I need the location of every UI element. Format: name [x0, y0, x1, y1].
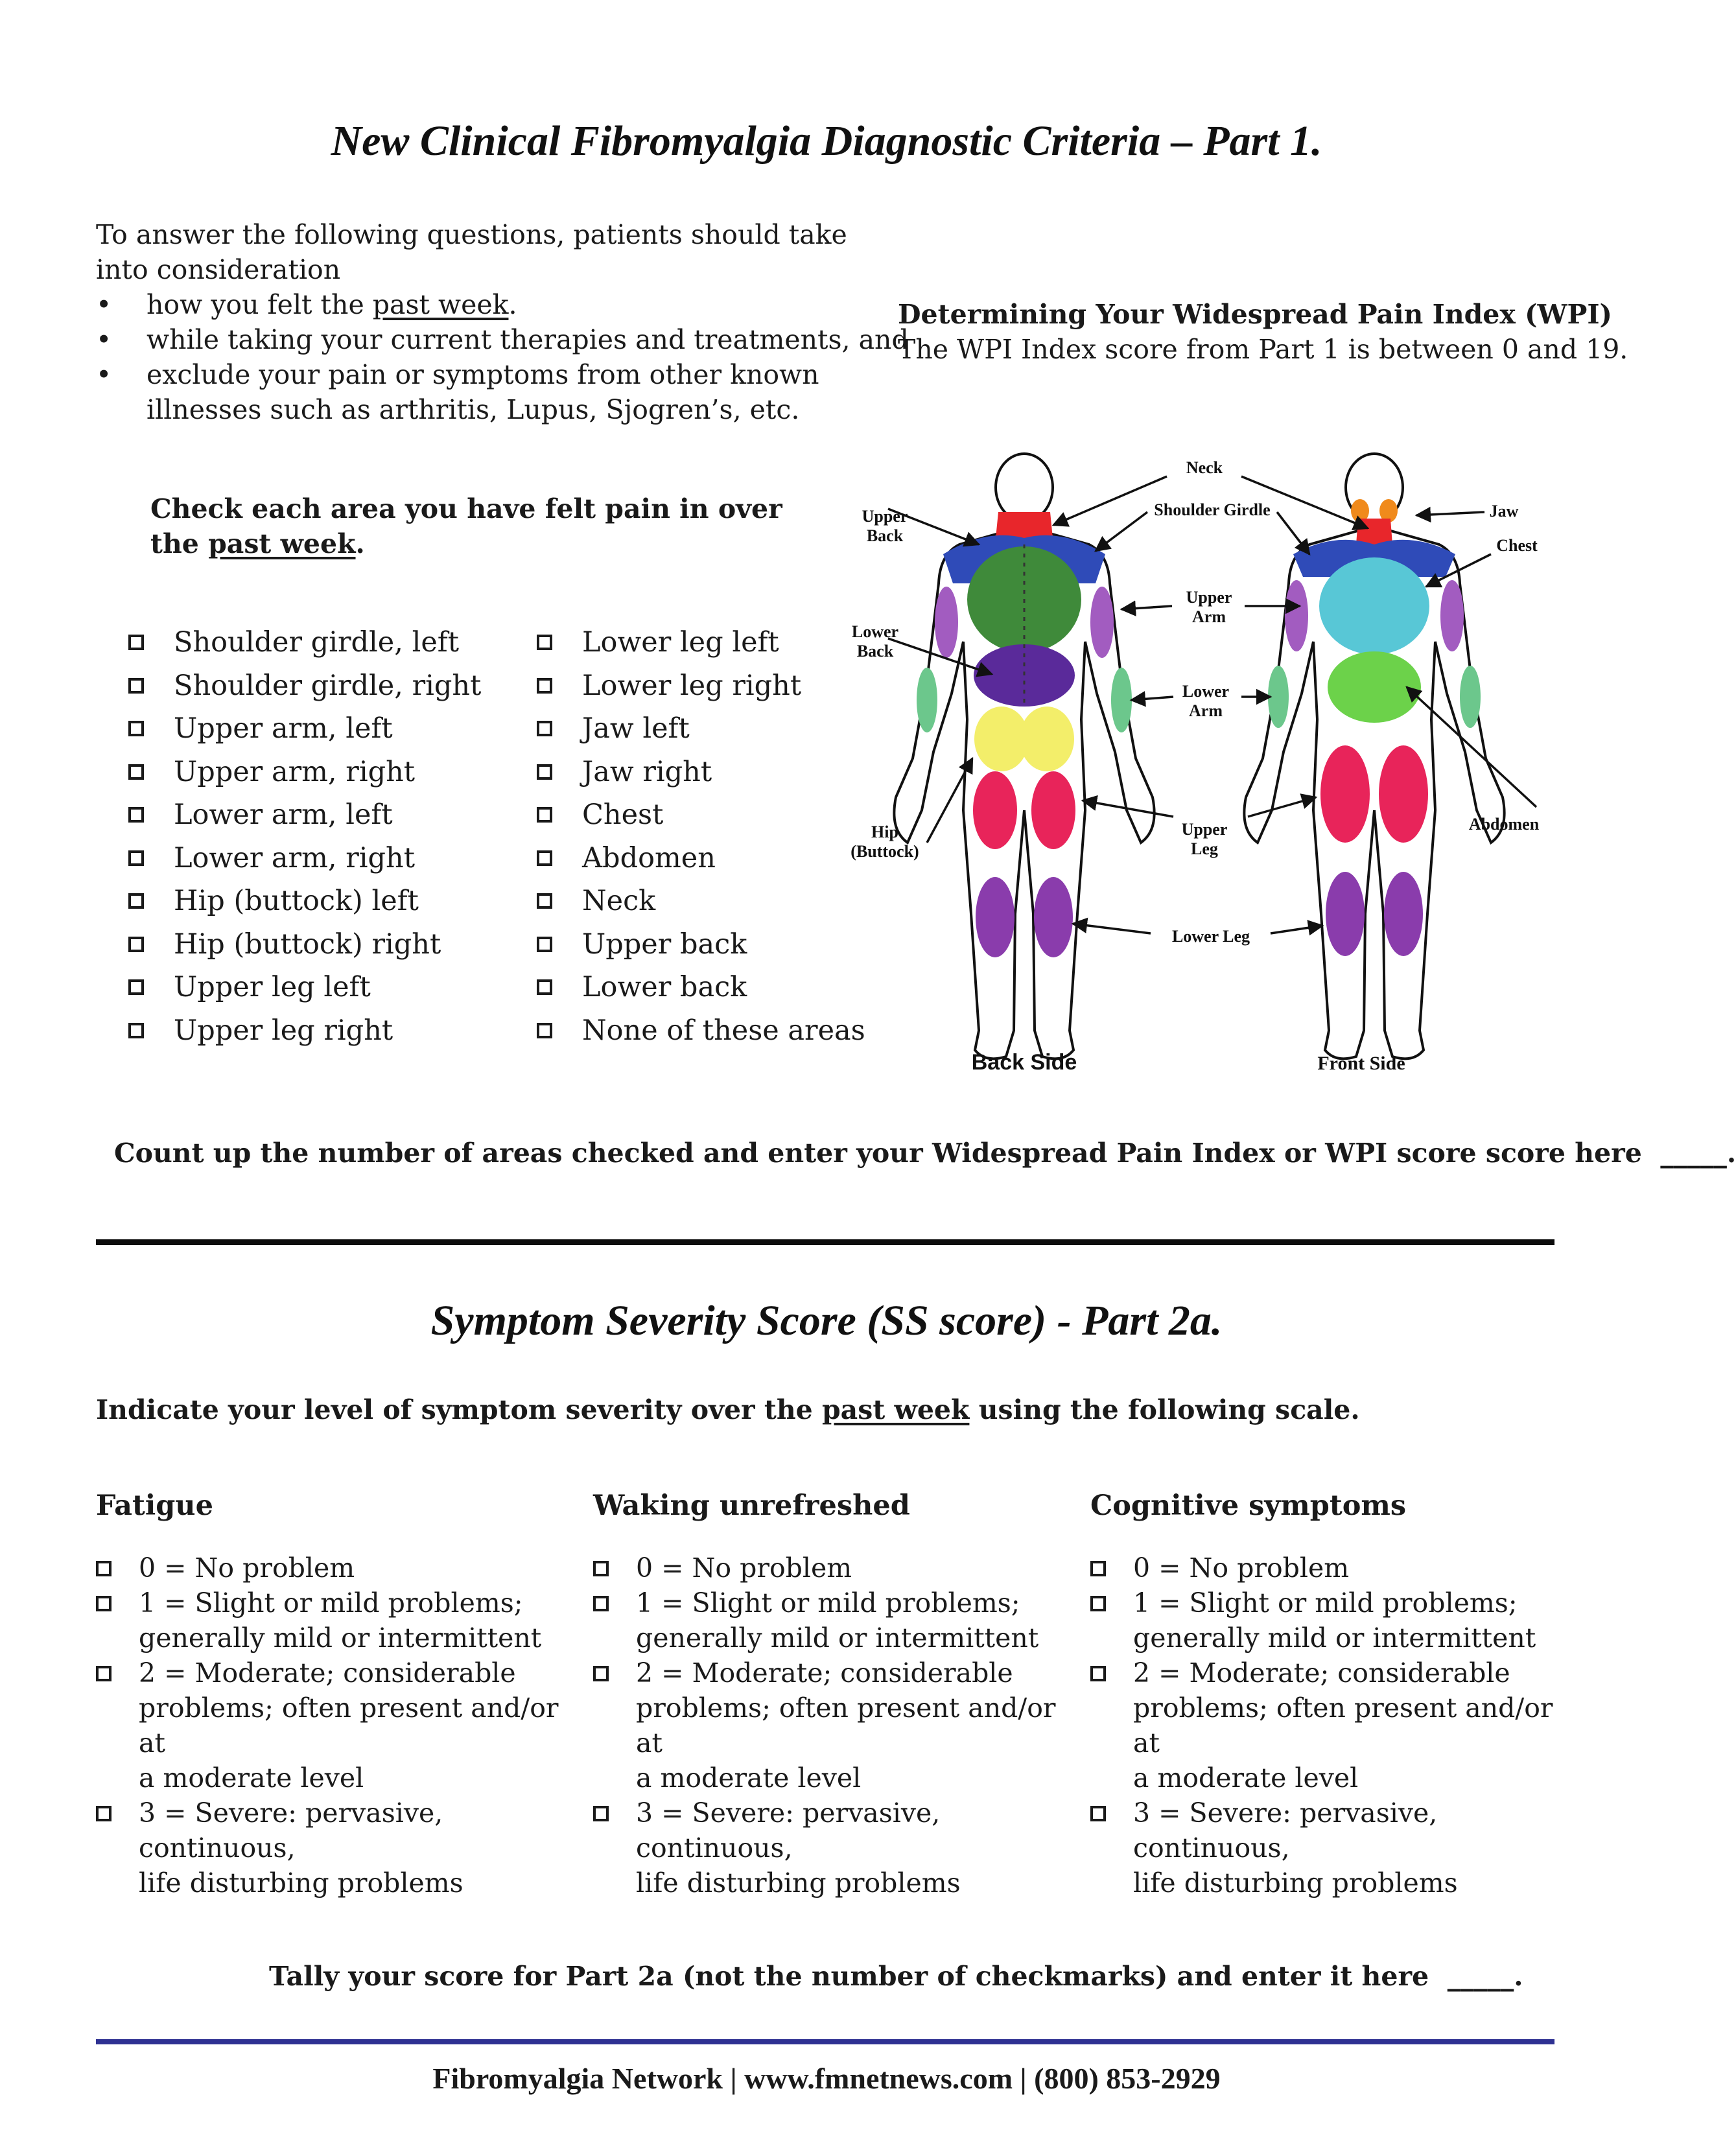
severity-option-label: 0 = No problem [636, 1552, 852, 1584]
region-lower-arm-left-back [917, 668, 937, 732]
pain-area-list-left [128, 621, 481, 1052]
pain-area-label: None of these areas [582, 1014, 865, 1047]
checkbox[interactable] [96, 1806, 111, 1821]
checkbox[interactable] [537, 850, 552, 866]
severity-option-label: 3 = Severe: pervasive, continuous, life disturbing problems [139, 1797, 463, 1899]
region-upper-arm-left-back [935, 587, 958, 658]
checkbox[interactable] [1090, 1596, 1106, 1611]
pain-area-label: Shoulder girdle, right [174, 669, 482, 702]
severity-column-fatigue [96, 1490, 563, 1900]
severity-heading: Fatigue [96, 1490, 213, 1522]
checkbox[interactable] [593, 1596, 609, 1611]
severity-option-label: 0 = No problem [139, 1552, 355, 1584]
intro-line: To answer the following questions, patients should take [96, 219, 847, 250]
severity-option [593, 1585, 1060, 1655]
pain-area-label: Neck [582, 885, 656, 918]
pain-area-label: Jaw right [582, 755, 712, 788]
label-upper-back: Upper [862, 507, 908, 526]
checkbox[interactable] [128, 937, 144, 952]
svg-text:Leg: Leg [1191, 839, 1218, 858]
severity-column-waking [593, 1490, 1060, 1900]
svg-text:Arm: Arm [1192, 607, 1226, 626]
pain-area-label: Hip (buttock) right [174, 928, 441, 961]
checkbox[interactable] [537, 678, 552, 694]
label-upper-arm: Upper [1186, 588, 1232, 607]
checkbox[interactable] [593, 1561, 609, 1576]
region-lower-leg-left-back [976, 877, 1015, 957]
intro-block [96, 217, 909, 427]
checkbox[interactable] [537, 764, 552, 780]
back-pain-regions [917, 512, 1132, 957]
pain-area-label: Jaw left [582, 712, 690, 745]
label-lower-leg: Lower Leg [1171, 927, 1250, 946]
check-heading: Check each area you have felt pain in over the past week. [150, 493, 782, 559]
severity-option [96, 1655, 563, 1795]
pain-area-option [128, 837, 481, 880]
wpi-count-instruction: Count up the number of areas checked and enter your Widespread Pain Index or WPI score score here _____. [114, 1138, 1736, 1169]
part1-title: New Clinical Fibromyalgia Diagnostic Criteria – Part 1. [331, 117, 1322, 165]
pain-area-option [128, 1009, 481, 1053]
pain-area-label: Lower arm, left [174, 799, 393, 832]
pain-area-list-right [537, 621, 865, 1052]
wpi-score-blank[interactable]: _____. [1660, 1138, 1736, 1169]
bullet-item: • exclude your pain or symptoms from other known [96, 359, 819, 390]
severity-option [1090, 1585, 1557, 1655]
checkbox[interactable] [1090, 1561, 1106, 1576]
body-diagram [836, 447, 1588, 1082]
checkbox[interactable] [537, 979, 552, 995]
region-lower-leg-right-back [1034, 877, 1073, 957]
pain-area-label: Upper arm, right [174, 755, 416, 788]
pain-area-option [128, 923, 481, 966]
severity-option [593, 1795, 1060, 1900]
region-upper-arm-right-back [1090, 587, 1114, 658]
label-shoulder-girdle: Shoulder Girdle [1154, 500, 1271, 519]
region-upper-leg-left-front [1320, 745, 1370, 843]
checkbox[interactable] [593, 1666, 609, 1681]
wpi-heading: Determining Your Widespread Pain Index (WPI) [898, 299, 1612, 330]
pain-area-label: Chest [582, 799, 664, 832]
checkbox[interactable] [128, 764, 144, 780]
severity-option-label: 2 = Moderate; considerable problems; often present and/or at a moderate level [139, 1657, 559, 1794]
pain-area-option [537, 751, 865, 794]
pain-area-option [128, 621, 481, 664]
wpi-info [898, 297, 1628, 367]
pain-area-label: Upper leg left [174, 971, 371, 1004]
pain-area-option [537, 923, 865, 966]
label-chest: Chest [1496, 536, 1538, 555]
checkbox[interactable] [96, 1596, 111, 1611]
severity-heading: Waking unrefreshed [593, 1490, 910, 1522]
severity-option-label: 1 = Slight or mild problems; generally mild or intermittent [139, 1587, 542, 1654]
pain-area-label: Lower arm, right [174, 841, 416, 874]
pain-area-label: Lower leg left [582, 626, 779, 659]
region-upper-leg-right-back [1031, 771, 1075, 849]
pain-area-option [537, 837, 865, 880]
pain-area-label: Upper arm, left [174, 712, 393, 745]
bullet-item: • how you felt the past week. [96, 289, 517, 320]
tally-score-blank[interactable]: _____. [1447, 1961, 1523, 1992]
label-lower-back: Lower [851, 622, 899, 641]
region-neck-front [1356, 519, 1392, 544]
checkbox[interactable] [128, 635, 144, 650]
pain-area-option [128, 707, 481, 751]
checkbox[interactable] [128, 979, 144, 995]
checkbox[interactable] [537, 893, 552, 909]
severity-option-label: 1 = Slight or mild problems; generally mild or intermittent [636, 1587, 1039, 1654]
label-hip: Hip [871, 823, 898, 841]
label-abdomen: Abdomen [1468, 815, 1540, 834]
svg-text:Arm: Arm [1189, 701, 1223, 720]
checkbox[interactable] [128, 807, 144, 823]
pain-area-label: Lower leg right [582, 669, 802, 702]
front-side-caption: Front Side [1317, 1053, 1405, 1074]
checkbox[interactable] [128, 721, 144, 736]
region-lower-arm-right-front [1460, 666, 1481, 728]
severity-option-label: 3 = Severe: pervasive, continuous, life disturbing problems [636, 1797, 961, 1899]
wpi-text: The WPI Index score from Part 1 is between 0 and 19. [898, 334, 1628, 365]
label-jaw: Jaw [1489, 502, 1519, 520]
region-lower-arm-left-front [1268, 666, 1289, 728]
severity-option [1090, 1655, 1557, 1795]
svg-text:(Buttock): (Buttock) [850, 842, 919, 861]
pain-area-option [537, 793, 865, 837]
severity-option [96, 1795, 563, 1900]
checkbox[interactable] [537, 1023, 552, 1038]
pain-area-label: Upper leg right [174, 1014, 393, 1047]
checkbox[interactable] [537, 721, 552, 736]
footer-rule [96, 2039, 1554, 2044]
svg-text:Back: Back [866, 526, 904, 545]
checkbox[interactable] [96, 1561, 111, 1576]
severity-heading: Cognitive symptoms [1090, 1490, 1407, 1522]
footer-contact: Fibromyalgia Network | www.fmnetnews.com | (800) 853-2929 [432, 2062, 1221, 2095]
pain-area-label: Upper back [582, 928, 747, 961]
region-lower-leg-left-front [1326, 872, 1365, 956]
checkbox[interactable] [537, 807, 552, 823]
pain-area-label: Lower back [582, 971, 747, 1004]
region-hip-right [1020, 707, 1074, 771]
checkbox[interactable] [96, 1666, 111, 1681]
pain-area-label: Abdomen [582, 841, 716, 874]
severity-option [1090, 1795, 1557, 1900]
past-week-link: past week [372, 289, 509, 320]
checkbox[interactable] [128, 893, 144, 909]
severity-option [96, 1585, 563, 1655]
pain-area-option [537, 880, 865, 923]
severity-column-cognitive [1090, 1490, 1557, 1900]
back-side-caption: Back Side [971, 1050, 1077, 1075]
checkbox[interactable] [1090, 1666, 1106, 1681]
severity-option [593, 1655, 1060, 1795]
pain-area-option [537, 664, 865, 708]
severity-option [593, 1550, 1060, 1585]
pain-area-option [537, 621, 865, 664]
severity-option [1090, 1550, 1557, 1585]
severity-option-label: 2 = Moderate; considerable problems; often present and/or at a moderate level [1133, 1657, 1553, 1794]
checkbox[interactable] [128, 678, 144, 694]
checkbox[interactable] [537, 937, 552, 952]
svg-text:Back: Back [856, 642, 894, 660]
region-lower-leg-right-front [1384, 872, 1423, 956]
checkbox[interactable] [128, 1023, 144, 1038]
label-lower-arm: Lower [1182, 682, 1230, 701]
region-lower-arm-right-back [1111, 668, 1132, 732]
label-upper-leg: Upper [1181, 820, 1228, 839]
pain-area-option [128, 880, 481, 923]
severity-option-label: 3 = Severe: pervasive, continuous, life disturbing problems [1133, 1797, 1458, 1899]
front-pain-regions [1268, 499, 1481, 956]
pain-area-option [128, 664, 481, 708]
bullet-item: • while taking your current therapies and treatments, and [96, 324, 909, 355]
region-upper-leg-left-back [973, 771, 1017, 849]
tally-instruction: Tally your score for Part 2a (not the number of checkmarks) and enter it here _____. [269, 1961, 1523, 1992]
checkbox[interactable] [537, 635, 552, 650]
severity-option-label: 1 = Slight or mild problems; generally mild or intermittent [1133, 1587, 1536, 1654]
pain-area-option [128, 793, 481, 837]
pain-area-option [537, 966, 865, 1009]
checkbox[interactable] [1090, 1806, 1106, 1821]
pain-area-option [537, 1009, 865, 1053]
pain-area-option [537, 707, 865, 751]
checkbox[interactable] [128, 850, 144, 866]
pain-area-label: Shoulder girdle, left [174, 626, 459, 659]
pain-area-option [128, 966, 481, 1009]
severity-instruction: Indicate your level of symptom severity over the past week using the following scale. [96, 1394, 1360, 1425]
bullet-item: illnesses such as arthritis, Lupus, Sjogren’s, etc. [147, 394, 800, 425]
severity-option [96, 1550, 563, 1585]
region-upper-arm-left-front [1285, 580, 1308, 651]
label-neck: Neck [1186, 458, 1223, 477]
region-upper-leg-right-front [1379, 745, 1428, 843]
pain-area-option [128, 751, 481, 794]
part2-title: Symptom Severity Score (SS score) - Part 2a. [430, 1297, 1223, 1344]
region-upper-arm-right-front [1440, 580, 1464, 651]
intro-line: into consideration [96, 254, 341, 285]
region-chest [1319, 557, 1429, 655]
pain-area-label: Hip (buttock) left [174, 885, 419, 918]
checkbox[interactable] [593, 1806, 609, 1821]
section-divider [96, 1239, 1554, 1245]
severity-option-label: 2 = Moderate; considerable problems; often present and/or at a moderate level [636, 1657, 1056, 1794]
severity-option-label: 0 = No problem [1133, 1552, 1350, 1584]
